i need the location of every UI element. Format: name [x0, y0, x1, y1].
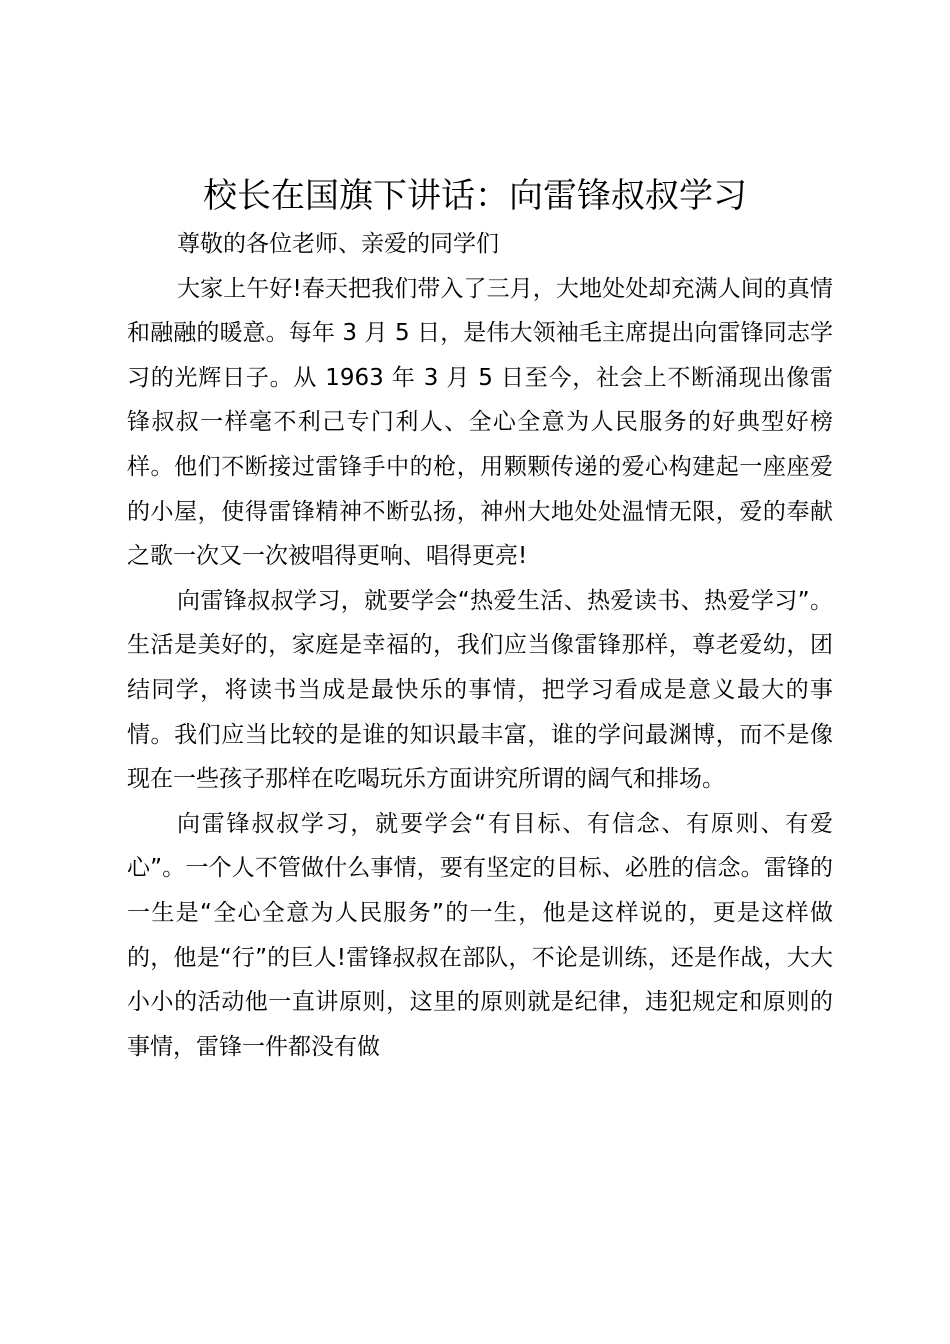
document-title: 校长在国旗下讲话：向雷锋叔叔学习	[203, 176, 747, 216]
paragraph-2: 向雷锋叔叔学习，就要学会“热爱生活、热爱读书、热爱学习”。生活是美好的，家庭是幸福的，我们应当像雷锋那样，尊老爱幼，团结同学，将读书当成是最快乐的事情，把学习看成是意义最大的事情。我们应当比较的是谁的知识最丰富，谁的学问最渊博，而不是像现在一些孩子那样在吃喝玩乐方面讲究所谓的阔气和排场。	[127, 587, 833, 793]
document-body	[127, 222, 833, 1069]
salutation: 尊敬的各位老师、亲爱的同学们	[177, 231, 499, 257]
paragraph-3: 向雷锋叔叔学习，就要学会“有目标、有信念、有原则、有爱心”。一个人不管做什么事情，要有坚定的目标、必胜的信念。雷锋的一生是“全心全意为人民服务”的一生，他是这样说的，更是这样做的，他是“行”的巨人!雷锋叔叔在部队，不论是训练，还是作战，大大小小的活动他一直讲原则，这里的原则就是纪律，违犯规定和原则的事情，雷锋一件都没有做	[127, 810, 833, 1060]
paragraph-1: 大家上午好!春天把我们带入了三月，大地处处却充满人间的真情和融融的暖意。每年 3 月 5 日，是伟大领袖毛主席提出向雷锋同志学习的光辉日子。从 1963 年 3 月 5 日至今，社会上不断涌现出像雷锋叔叔一样毫不利己专门利人、全心全意为人民服务的好典型好榜样。他们不断接过雷锋手中的枪，用颗颗传递的爱心构建起一座座爱的小屋，使得雷锋精神不断弘扬，神州大地处处温情无限，爱的奉献之歌一次又一次被唱得更响、唱得更亮!	[127, 275, 833, 570]
